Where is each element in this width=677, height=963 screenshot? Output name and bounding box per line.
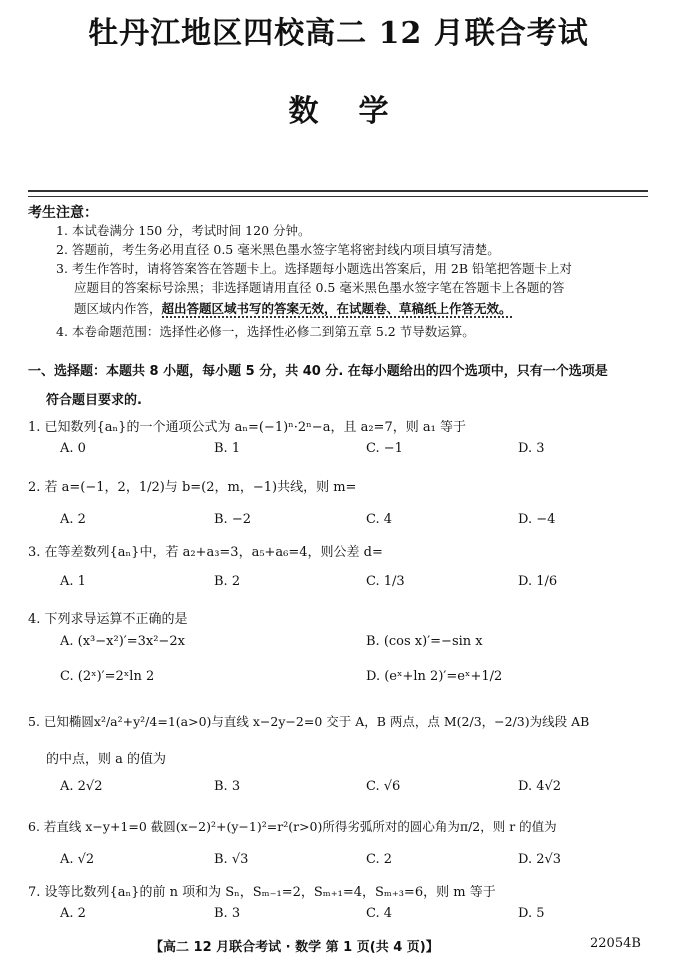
option: D. (eˣ+ln 2)′=eˣ+1/2 <box>366 669 503 684</box>
option: C. (2ˣ)′=2ˣln 2 <box>60 669 155 684</box>
option: A. 2√2 <box>60 779 103 794</box>
notice-item: 3. 考生作答时，请将答案答在答题卡上。选择题每小题选出答案后，用 2B 铅笔把答题卡上对 <box>56 261 572 276</box>
notice-item: 应题目的答案标号涂黑；非选择题请用直径 0.5 毫米黑色墨水签字笔在答题卡上各题的答 <box>74 280 565 295</box>
option: D. 5 <box>518 906 545 921</box>
exam-title: 牡丹江地区四校高二 12 月联合考试 <box>88 16 589 51</box>
divider <box>28 190 648 192</box>
question-stem: 2. 若 a=(−1，2，1/2)与 b=(2，m，−1)共线，则 m= <box>28 480 357 495</box>
option: D. 2√3 <box>518 852 562 867</box>
paper-code: 22054B <box>590 936 641 951</box>
option: C. √6 <box>366 779 401 794</box>
option: B. √3 <box>214 852 249 867</box>
option: D. 4√2 <box>518 779 562 794</box>
option: B. 2 <box>214 574 241 589</box>
option: B. −2 <box>214 512 251 527</box>
option: A. 2 <box>60 906 86 921</box>
option: B. 3 <box>214 906 241 921</box>
option: B. (cos x)′=−sin x <box>366 634 483 649</box>
question-stem: 4. 下列求导运算不正确的是 <box>28 612 188 627</box>
option: B. 3 <box>214 779 241 794</box>
option: D. 3 <box>518 441 545 456</box>
question-stem: 3. 在等差数列{aₙ}中，若 a₂+a₃=3，a₅+a₆=4，则公差 d= <box>28 545 383 560</box>
question-stem: 7. 设等比数列{aₙ}的前 n 项和为 Sₙ，Sₘ₋₁=2，Sₘ₊₁=4，Sₘ₊₃=6，则 m 等于 <box>28 885 496 900</box>
option: A. 1 <box>60 574 86 589</box>
option: A. (x³−x²)′=3x²−2x <box>60 634 185 649</box>
option: B. 1 <box>214 441 241 456</box>
option: C. 4 <box>366 512 393 527</box>
subject-title: 数学 <box>288 94 429 129</box>
notice-heading: 考生注意： <box>28 205 98 221</box>
option: A. √2 <box>60 852 95 867</box>
option: D. 1/6 <box>518 574 558 589</box>
option: A. 2 <box>60 512 86 527</box>
question-stem: 5. 已知椭圆x²/a²+y²/4=1(a>0)与直线 x−2y−2=0 交于 A，B 两点，点 M(2/3，−2/3)为线段 AB <box>28 714 590 729</box>
option: A. 0 <box>60 441 86 456</box>
option: C. −1 <box>366 441 403 456</box>
notice-item <box>74 299 512 317</box>
option: C. 4 <box>366 906 393 921</box>
option: D. −4 <box>518 512 556 527</box>
question-stem: 1. 已知数列{aₙ}的一个通项公式为 aₙ=(−1)ⁿ·2ⁿ−a，且 a₂=7，则 a₁ 等于 <box>28 420 466 435</box>
option: C. 1/3 <box>366 574 405 589</box>
notice-item-text: 题区域内作答， <box>74 301 162 316</box>
notice-item: 4. 本卷命题范围：选择性必修一，选择性必修二到第五章 5.2 节导数运算。 <box>56 324 475 339</box>
notice-emphasis: 超出答题区域书写的答案无效，在试题卷、草稿纸上作答无效。 <box>161 301 512 316</box>
notice-item: 2. 答题前，考生务必用直径 0.5 毫米黑色墨水签字笔将密封线内项目填写清楚。 <box>56 242 500 257</box>
question-stem: 6. 若直线 x−y+1=0 截圆(x−2)²+(y−1)²=r²(r>0)所得劣弧所对的圆心角为π/2，则 r 的值为 <box>28 819 557 834</box>
page-footer: 【高二 12 月联合考试 · 数学 第 1 页(共 4 页)】 <box>150 940 439 955</box>
question-stem-cont: 的中点，则 a 的值为 <box>46 752 167 767</box>
notice-item: 1. 本试卷满分 150 分，考试时间 120 分钟。 <box>56 223 311 238</box>
divider <box>28 196 648 197</box>
section-heading: 一、选择题：本题共 8 小题，每小题 5 分，共 40 分. 在每小题给出的四个选项中，只有一个选项是 <box>28 364 608 379</box>
option: C. 2 <box>366 852 393 867</box>
section-heading-cont: 符合题目要求的. <box>46 393 142 408</box>
